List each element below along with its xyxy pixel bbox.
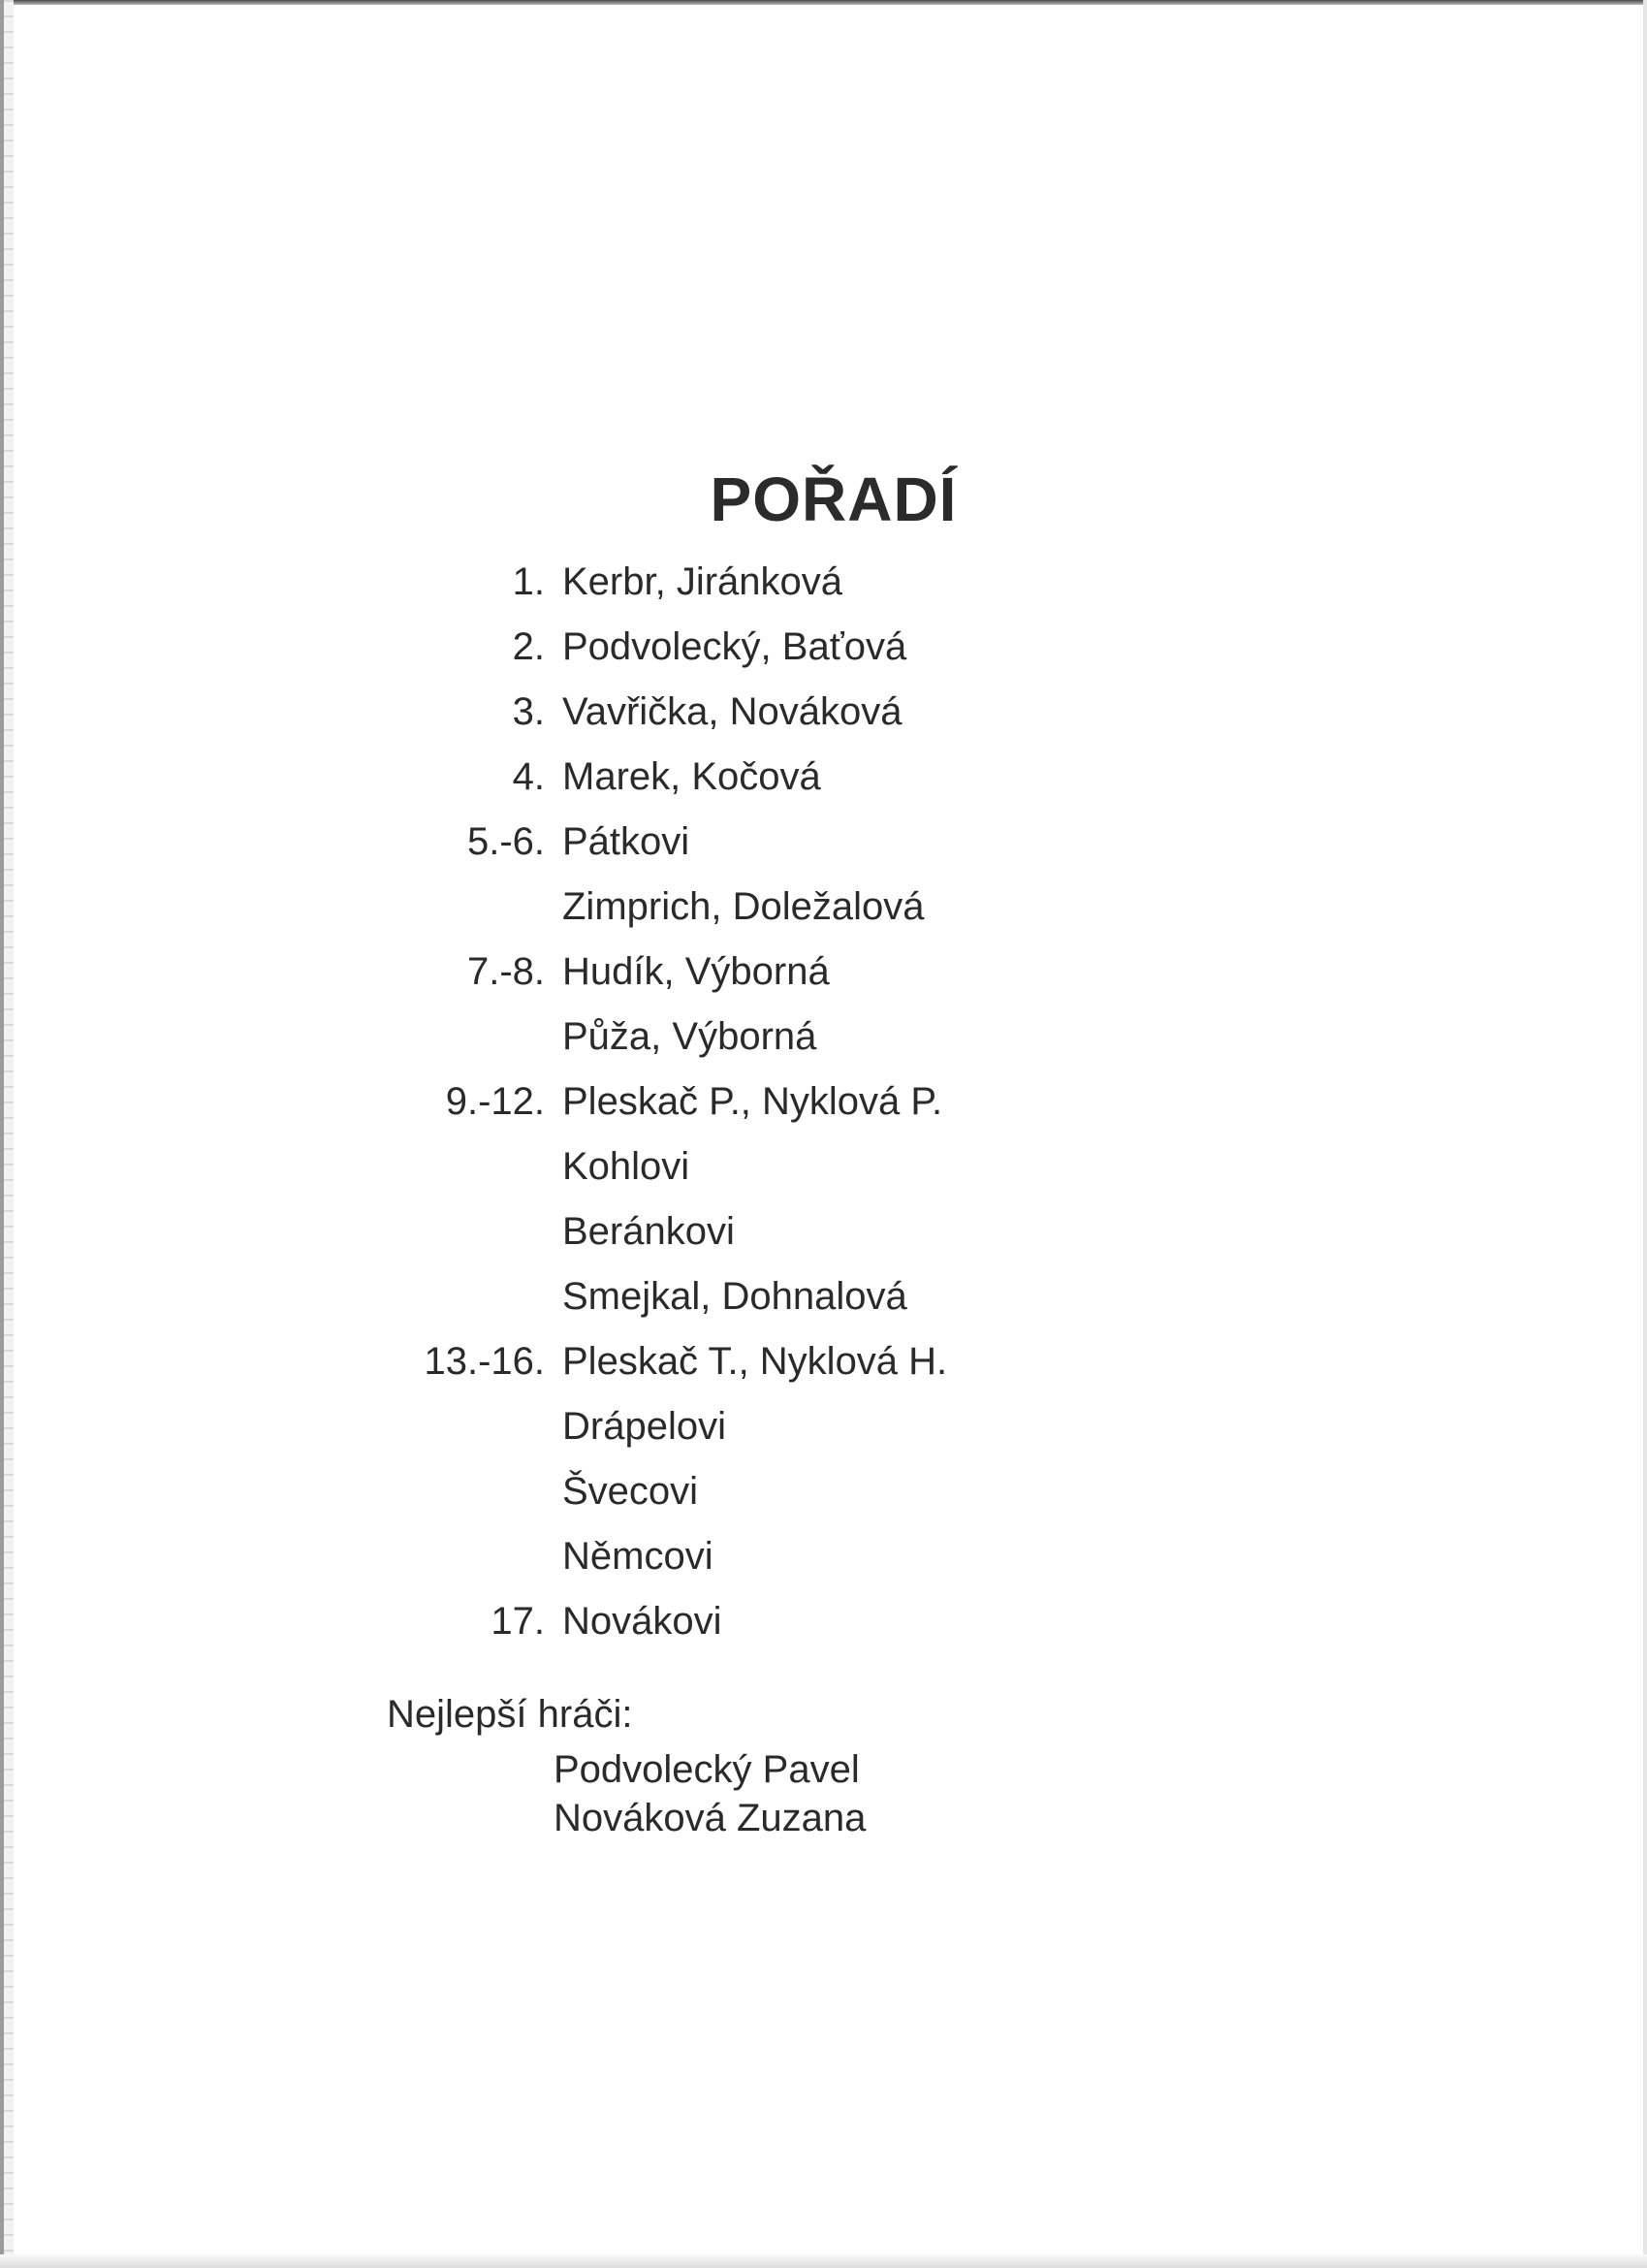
scan-edge-right — [1643, 0, 1647, 2268]
rank-pair-name: Drápelovi — [562, 1405, 726, 1448]
rank-pair-name: Beránkovi — [562, 1210, 735, 1253]
rank-pair-name: Švecovi — [562, 1470, 699, 1513]
ranking-row — [0, 1139, 1066, 1204]
best-player-name: Podvolecký Pavel — [554, 1748, 860, 1791]
rank-pair-name: Zimprich, Doležalová — [562, 885, 925, 928]
rank-pair-name: Kohlovi — [562, 1145, 690, 1188]
ranking-row — [0, 1464, 1066, 1529]
rank-position: 2. — [512, 625, 545, 668]
rank-position: 1. — [512, 560, 545, 603]
best-player-name: Nováková Zuzana — [554, 1797, 867, 1839]
rank-position: 5.-6. — [466, 820, 545, 863]
ranking-row — [0, 750, 1066, 815]
rank-pair-name: Novákovi — [562, 1600, 722, 1643]
scan-edge-top — [0, 0, 1647, 5]
ranking-row — [0, 1074, 1066, 1139]
best-players-list — [554, 1745, 866, 1842]
ranking-row — [0, 1594, 1066, 1659]
rank-pair-name: Půža, Výborná — [562, 1015, 817, 1058]
rank-pair-name: Smejkal, Dohnalová — [562, 1275, 907, 1318]
rank-pair-name: Pleskač P., Nyklová P. — [562, 1080, 943, 1123]
rank-position: 4. — [512, 755, 545, 798]
ranking-row — [0, 555, 1066, 620]
ranking-list — [0, 555, 1066, 1659]
ranking-row — [0, 879, 1066, 944]
ranking-row — [0, 944, 1066, 1009]
ranking-row — [0, 1009, 1066, 1074]
ranking-row — [0, 685, 1066, 750]
ranking-row — [0, 1204, 1066, 1269]
ranking-row — [0, 815, 1066, 879]
rank-position: 3. — [512, 690, 545, 733]
best-players-label: Nejlepší hráči: — [387, 1693, 633, 1736]
scan-edge-bottom — [0, 2254, 1647, 2268]
rank-pair-name: Němcovi — [562, 1535, 713, 1578]
rank-pair-name: Pátkovi — [562, 820, 690, 863]
page-title: POŘADÍ — [710, 464, 958, 534]
rank-position: 7.-8. — [466, 950, 545, 993]
ranking-row — [0, 1529, 1066, 1594]
ranking-row — [0, 1334, 1066, 1399]
rank-position: 9.-12. — [445, 1080, 545, 1123]
rank-pair-name: Hudík, Výborná — [562, 950, 830, 993]
ranking-row — [0, 1269, 1066, 1334]
rank-pair-name: Marek, Kočová — [562, 755, 821, 798]
rank-position: 17. — [491, 1600, 545, 1643]
rank-pair-name: Pleskač T., Nyklová H. — [562, 1340, 948, 1383]
rank-pair-name: Podvolecký, Baťová — [562, 625, 907, 668]
rank-pair-name: Kerbr, Jiránková — [562, 560, 843, 603]
rank-position: 13.-16. — [424, 1340, 545, 1383]
rank-pair-name: Vavřička, Nováková — [562, 690, 903, 733]
ranking-row — [0, 620, 1066, 685]
ranking-row — [0, 1399, 1066, 1464]
